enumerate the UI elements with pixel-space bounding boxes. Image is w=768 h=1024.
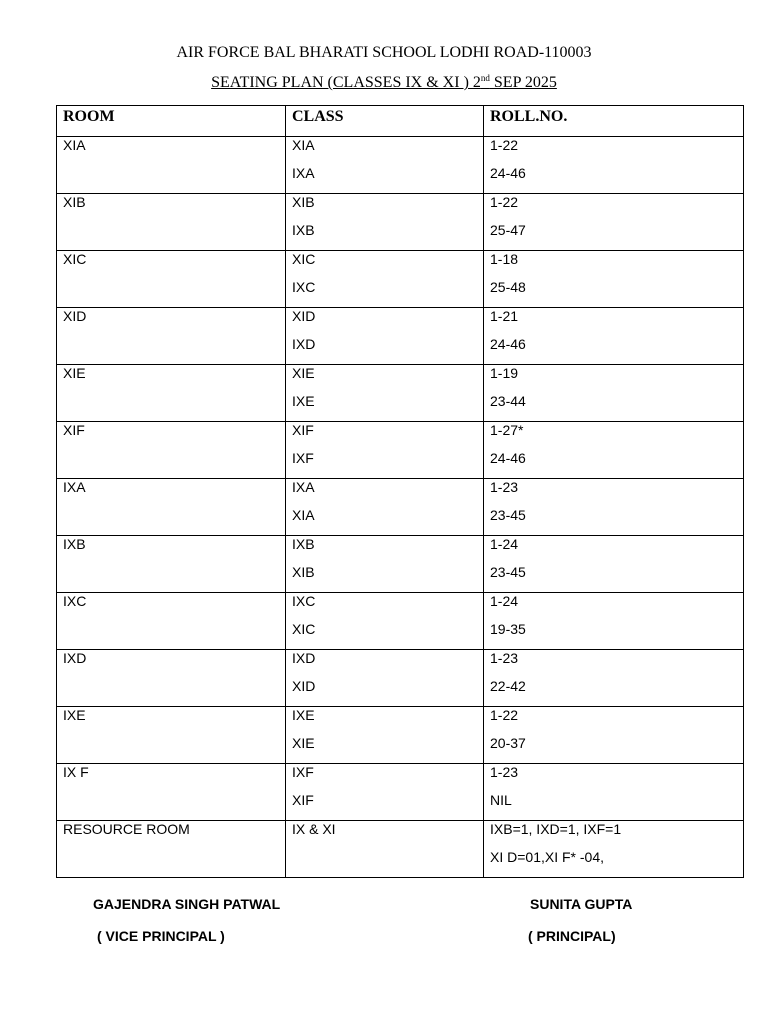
table-row bbox=[57, 308, 744, 365]
class-label: IXA bbox=[292, 165, 315, 181]
room-label: IXE bbox=[63, 707, 86, 723]
class-label: IXF bbox=[292, 764, 314, 780]
class-label: XID bbox=[292, 308, 316, 324]
class-cell bbox=[286, 479, 484, 536]
room-cell bbox=[57, 707, 286, 764]
room-label: XID bbox=[63, 308, 87, 324]
roll-cell bbox=[484, 308, 744, 365]
class-label: XIB bbox=[292, 194, 315, 210]
class-label: IXC bbox=[292, 279, 316, 295]
roll-range: 1-23 bbox=[490, 479, 519, 495]
class-label: XIE bbox=[292, 735, 315, 751]
roll-range: 20-37 bbox=[490, 735, 526, 751]
class-label: XIE bbox=[292, 365, 315, 381]
roll-range: 1-18 bbox=[490, 251, 519, 267]
room-label: IXC bbox=[63, 593, 87, 609]
roll-cell bbox=[484, 764, 744, 821]
school-name: AIR FORCE BAL BHARATI SCHOOL LODHI ROAD-110003 bbox=[176, 44, 592, 61]
class-label: XIC bbox=[292, 251, 316, 267]
room-label: XIF bbox=[63, 422, 85, 438]
class-label: XIC bbox=[292, 621, 316, 637]
room-cell bbox=[57, 365, 286, 422]
plan-title-prefix: SEATING PLAN (CLASSES IX & XI ) 2 bbox=[211, 74, 481, 91]
roll-range: 25-47 bbox=[490, 222, 526, 238]
table-row bbox=[57, 593, 744, 650]
class-cell bbox=[286, 593, 484, 650]
room-label: XIE bbox=[63, 365, 86, 381]
class-cell bbox=[286, 422, 484, 479]
table-row bbox=[57, 479, 744, 536]
plan-title-superscript: nd bbox=[480, 73, 490, 83]
roll-range: 19-35 bbox=[490, 621, 526, 637]
table-row bbox=[57, 821, 744, 878]
header-room: ROOM bbox=[57, 106, 286, 137]
class-cell bbox=[286, 365, 484, 422]
room-cell bbox=[57, 479, 286, 536]
class-label: IXC bbox=[292, 593, 316, 609]
vice-principal-name: GAJENDRA SINGH PATWAL bbox=[93, 896, 281, 912]
table-row bbox=[57, 422, 744, 479]
roll-range: XI D=01,XI F* -04, bbox=[490, 849, 604, 865]
table-header-row bbox=[57, 106, 744, 137]
room-label: IXA bbox=[63, 479, 86, 495]
class-label: IXD bbox=[292, 650, 316, 666]
table-row bbox=[57, 251, 744, 308]
class-label: IXF bbox=[292, 450, 314, 466]
roll-range: 23-45 bbox=[490, 507, 526, 523]
room-label: XIA bbox=[63, 137, 86, 153]
class-cell bbox=[286, 308, 484, 365]
room-cell bbox=[57, 137, 286, 194]
roll-range: 24-46 bbox=[490, 336, 526, 352]
class-label: IXB bbox=[292, 536, 315, 552]
roll-cell bbox=[484, 251, 744, 308]
class-cell bbox=[286, 137, 484, 194]
class-cell bbox=[286, 194, 484, 251]
roll-cell bbox=[484, 194, 744, 251]
class-cell bbox=[286, 536, 484, 593]
roll-range: 25-48 bbox=[490, 279, 526, 295]
roll-range: 24-46 bbox=[490, 450, 526, 466]
room-label: RESOURCE ROOM bbox=[63, 821, 190, 837]
roll-range: 1-23 bbox=[490, 764, 519, 780]
header-roll-no: ROLL.NO. bbox=[484, 106, 744, 137]
class-label bbox=[292, 849, 477, 877]
roll-range: 1-22 bbox=[490, 707, 519, 723]
roll-range: 22-42 bbox=[490, 678, 526, 694]
roll-range: 1-22 bbox=[490, 194, 519, 210]
room-cell bbox=[57, 308, 286, 365]
class-label: XIA bbox=[292, 137, 315, 153]
class-cell bbox=[286, 764, 484, 821]
class-label: XID bbox=[292, 678, 316, 694]
room-label: XIC bbox=[63, 251, 87, 267]
room-cell bbox=[57, 194, 286, 251]
class-label: IXA bbox=[292, 479, 315, 495]
class-cell bbox=[286, 821, 484, 878]
roll-range: NIL bbox=[490, 792, 512, 808]
room-cell bbox=[57, 251, 286, 308]
room-label: XIB bbox=[63, 194, 86, 210]
roll-range: 1-21 bbox=[490, 308, 519, 324]
roll-cell bbox=[484, 422, 744, 479]
roll-range: 1-27* bbox=[490, 422, 524, 438]
principal-name: SUNITA GUPTA bbox=[530, 896, 633, 912]
vice-principal-title: ( VICE PRINCIPAL ) bbox=[97, 928, 225, 944]
table-row bbox=[57, 536, 744, 593]
roll-range: 23-44 bbox=[490, 393, 526, 409]
seating-plan-table bbox=[56, 105, 744, 878]
seating-plan-title bbox=[0, 74, 768, 92]
roll-range: 23-45 bbox=[490, 564, 526, 580]
roll-cell bbox=[484, 650, 744, 707]
roll-range: 1-24 bbox=[490, 536, 519, 552]
table-row bbox=[57, 194, 744, 251]
room-cell bbox=[57, 536, 286, 593]
class-cell bbox=[286, 707, 484, 764]
room-cell bbox=[57, 422, 286, 479]
roll-cell bbox=[484, 365, 744, 422]
room-cell bbox=[57, 650, 286, 707]
roll-cell bbox=[484, 536, 744, 593]
roll-cell bbox=[484, 821, 744, 878]
roll-cell bbox=[484, 479, 744, 536]
plan-title-suffix: SEP 2025 bbox=[489, 74, 557, 91]
room-cell bbox=[57, 764, 286, 821]
roll-range: 24-46 bbox=[490, 165, 526, 181]
table-row bbox=[57, 137, 744, 194]
class-label: IXD bbox=[292, 336, 316, 352]
class-label: IXB bbox=[292, 222, 315, 238]
table-row bbox=[57, 764, 744, 821]
room-cell bbox=[57, 593, 286, 650]
roll-cell bbox=[484, 593, 744, 650]
roll-range: 1-24 bbox=[490, 593, 519, 609]
principal-title: ( PRINCIPAL) bbox=[528, 928, 616, 944]
room-label: IXB bbox=[63, 536, 86, 552]
roll-range: 1-22 bbox=[490, 137, 519, 153]
room-label: IX F bbox=[63, 764, 89, 780]
table-row bbox=[57, 365, 744, 422]
class-label: XIA bbox=[292, 507, 315, 523]
roll-range: IXB=1, IXD=1, IXF=1 bbox=[490, 821, 622, 837]
room-cell bbox=[57, 821, 286, 878]
table-row bbox=[57, 707, 744, 764]
room-label: IXD bbox=[63, 650, 87, 666]
class-label: IX & XI bbox=[292, 821, 336, 837]
class-label: XIB bbox=[292, 564, 315, 580]
class-label: XIF bbox=[292, 422, 314, 438]
class-cell bbox=[286, 251, 484, 308]
roll-cell bbox=[484, 707, 744, 764]
roll-range: 1-23 bbox=[490, 650, 519, 666]
header-class: CLASS bbox=[286, 106, 484, 137]
table-row bbox=[57, 650, 744, 707]
class-label: IXE bbox=[292, 707, 315, 723]
class-label: IXE bbox=[292, 393, 315, 409]
class-label: XIF bbox=[292, 792, 314, 808]
class-cell bbox=[286, 650, 484, 707]
roll-range: 1-19 bbox=[490, 365, 519, 381]
roll-cell bbox=[484, 137, 744, 194]
